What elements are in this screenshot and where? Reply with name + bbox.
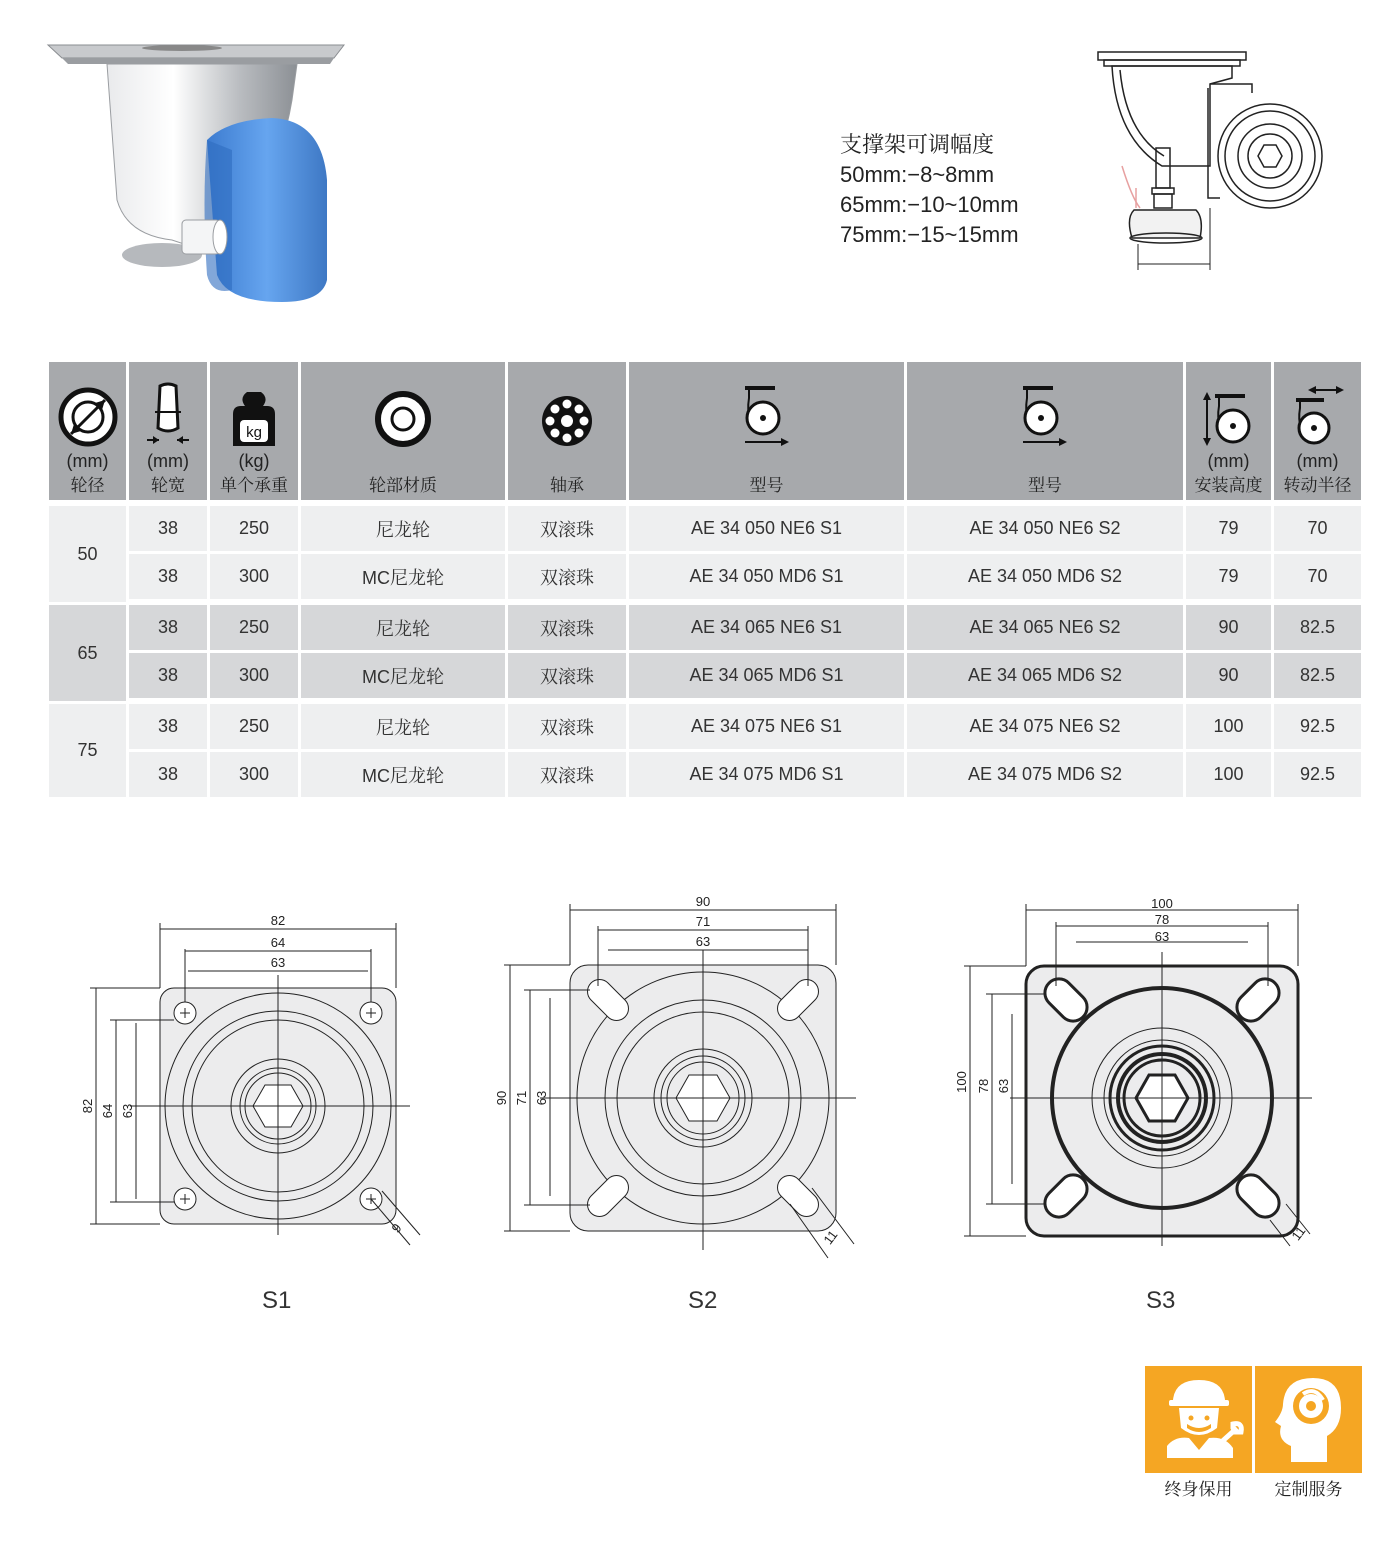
table-cell: 双滚珠: [508, 653, 626, 704]
header-label: 单个承重: [220, 476, 288, 495]
header-label: 轮宽: [151, 476, 185, 495]
dim-hole: 11: [820, 1227, 841, 1248]
table-cell: 70: [1274, 506, 1361, 554]
plate-label-s3: S3: [1146, 1287, 1176, 1314]
dim-outer: 90: [695, 894, 711, 909]
caster-side-drawing: [1092, 48, 1332, 278]
adjust-note-line: 75mm:−15~15mm: [840, 222, 1019, 247]
table-cell: MC尼龙轮: [301, 653, 505, 704]
top-plate-drawing-s3: [950, 890, 1330, 1270]
dim-mid-v: 71: [514, 1090, 529, 1106]
header-label: 安装高度: [1194, 476, 1263, 495]
table-row: [49, 653, 1361, 704]
table-cell: 100: [1186, 752, 1271, 800]
table-cell: 双滚珠: [508, 605, 626, 653]
header-load: [210, 362, 298, 506]
table-row: [49, 704, 1361, 752]
header-model-s1: [629, 362, 904, 506]
dim-mid: 78: [1154, 912, 1170, 927]
table-cell: 38: [129, 704, 207, 752]
dim-outer-v: 90: [494, 1090, 509, 1106]
header-height: [1186, 362, 1271, 506]
table-cell: AE 34 050 NE6 S2: [907, 506, 1183, 554]
table-cell: AE 34 050 NE6 S1: [629, 506, 904, 554]
table-cell: 双滚珠: [508, 554, 626, 605]
header-unit: [629, 450, 904, 472]
table-row: [49, 554, 1361, 605]
table-cell: 79: [1186, 506, 1271, 554]
table-cell: AE 34 065 NE6 S1: [629, 605, 904, 653]
head-gear-icon: [1255, 1366, 1362, 1473]
table-cell: 双滚珠: [508, 752, 626, 800]
spec-table: [46, 362, 1364, 800]
load-weight-kg-icon: [229, 388, 279, 448]
table-cell: MC尼龙轮: [301, 752, 505, 800]
badge-label: 定制服务: [1274, 1480, 1343, 1499]
table-cell: AE 34 075 MD6 S2: [907, 752, 1183, 800]
swivel-radius-icon: [1290, 384, 1346, 448]
dim-inner-v: 63: [534, 1090, 549, 1106]
dim-inner-v: 63: [120, 1103, 135, 1119]
table-header-row: [49, 362, 1361, 506]
dim-hole: 11: [1288, 1223, 1309, 1244]
adjust-note-title: 支撑架可调幅度: [840, 132, 995, 157]
table-cell: 300: [210, 752, 298, 800]
dim-outer: 100: [1151, 896, 1173, 911]
dim-mid-v: 64: [100, 1103, 115, 1119]
header-material: [301, 362, 505, 506]
adjust-note-line: 50mm:−8~8mm: [840, 162, 995, 187]
table-cell: 100: [1186, 704, 1271, 752]
table-cell: 90: [1186, 605, 1271, 653]
dim-inner: 63: [1154, 929, 1170, 944]
table-cell: 尼龙轮: [301, 605, 505, 653]
dim-outer-v: 100: [954, 1071, 969, 1093]
table-row: [49, 506, 1361, 554]
table-cell: AE 34 075 MD6 S1: [629, 752, 904, 800]
table-cell: 38: [129, 653, 207, 704]
diameter-cell: 75: [49, 704, 126, 800]
wheel-material-icon: [374, 390, 432, 448]
table-cell: 82.5: [1274, 605, 1361, 653]
header-radius: [1274, 362, 1361, 506]
dim-mid-v: 78: [976, 1078, 991, 1094]
header-label: 型号: [749, 476, 784, 495]
table-cell: 38: [129, 506, 207, 554]
wheel-diameter-icon: [57, 386, 119, 448]
adjust-range-note: [840, 130, 1019, 250]
header-label: 轮径: [70, 476, 105, 495]
table-cell: 250: [210, 605, 298, 653]
dim-mid: 71: [695, 914, 711, 929]
header-unit: (kg): [238, 451, 270, 471]
worker-wrench-icon: [1145, 1366, 1252, 1473]
header-width: [129, 362, 207, 506]
table-cell: MC尼龙轮: [301, 554, 505, 605]
diameter-cell: 65: [49, 605, 126, 704]
plate-label-s2: S2: [688, 1287, 718, 1314]
table-cell: AE 34 050 MD6 S1: [629, 554, 904, 605]
table-cell: 尼龙轮: [301, 704, 505, 752]
table-cell: 79: [1186, 554, 1271, 605]
table-cell: 38: [129, 554, 207, 605]
adjust-note-line: 65mm:−10~10mm: [840, 192, 1019, 217]
dim-outer: 82: [270, 913, 286, 928]
table-cell: 82.5: [1274, 653, 1361, 704]
lifetime-warranty-badge: [1145, 1366, 1252, 1473]
table-cell: 250: [210, 704, 298, 752]
table-cell: AE 34 065 MD6 S1: [629, 653, 904, 704]
dim-outer-v: 82: [80, 1098, 95, 1114]
top-plate-drawing-s2: [490, 890, 870, 1270]
header-model-s2: [907, 362, 1183, 506]
swivel-caster-icon: [741, 384, 793, 448]
mounting-height-icon: [1201, 390, 1257, 448]
header-label: 轮部材质: [369, 476, 437, 495]
table-row: [49, 752, 1361, 800]
svg-text:kg: kg: [246, 424, 262, 441]
table-cell: AE 34 075 NE6 S2: [907, 704, 1183, 752]
wheel-width-icon: [143, 382, 193, 448]
dim-hole: 9: [388, 1220, 405, 1236]
badge-label: 终身保用: [1164, 1480, 1233, 1499]
header-unit: (mm): [1296, 451, 1339, 471]
dim-inner: 63: [270, 955, 286, 970]
table-cell: AE 34 075 NE6 S1: [629, 704, 904, 752]
dim-inner-v: 63: [996, 1078, 1011, 1094]
header-diameter: [49, 362, 126, 506]
diameter-cell: 50: [49, 506, 126, 605]
table-cell: AE 34 065 NE6 S2: [907, 605, 1183, 653]
dim-mid: 64: [270, 935, 286, 950]
header-bearing: [508, 362, 626, 506]
table-cell: 尼龙轮: [301, 506, 505, 554]
table-cell: AE 34 050 MD6 S2: [907, 554, 1183, 605]
caster-product-image: [22, 40, 352, 310]
header-unit: (mm): [147, 451, 189, 471]
bearing-icon: [540, 394, 594, 448]
dim-inner: 63: [695, 934, 711, 949]
top-plate-drawing-s1: [70, 905, 430, 1265]
header-label: 转动半径: [1283, 476, 1352, 495]
header-unit: [508, 450, 626, 472]
header-unit: (mm): [1207, 451, 1250, 471]
table-cell: AE 34 065 MD6 S2: [907, 653, 1183, 704]
table-cell: 92.5: [1274, 704, 1361, 752]
header-label: 轴承: [550, 476, 584, 495]
table-row: [49, 605, 1361, 653]
table-cell: 250: [210, 506, 298, 554]
custom-service-badge: [1255, 1366, 1362, 1473]
table-cell: 90: [1186, 653, 1271, 704]
table-cell: 38: [129, 752, 207, 800]
header-unit: (mm): [66, 451, 109, 471]
table-cell: 92.5: [1274, 752, 1361, 800]
table-cell: 70: [1274, 554, 1361, 605]
swivel-caster-icon: [1019, 384, 1071, 448]
table-cell: 双滚珠: [508, 704, 626, 752]
table-cell: 38: [129, 605, 207, 653]
header-unit: [301, 450, 505, 472]
header-label: 型号: [1028, 476, 1062, 495]
header-unit: [907, 450, 1183, 472]
plate-label-s1: S1: [262, 1287, 292, 1314]
table-cell: 300: [210, 653, 298, 704]
table-cell: 300: [210, 554, 298, 605]
table-cell: 双滚珠: [508, 506, 626, 554]
